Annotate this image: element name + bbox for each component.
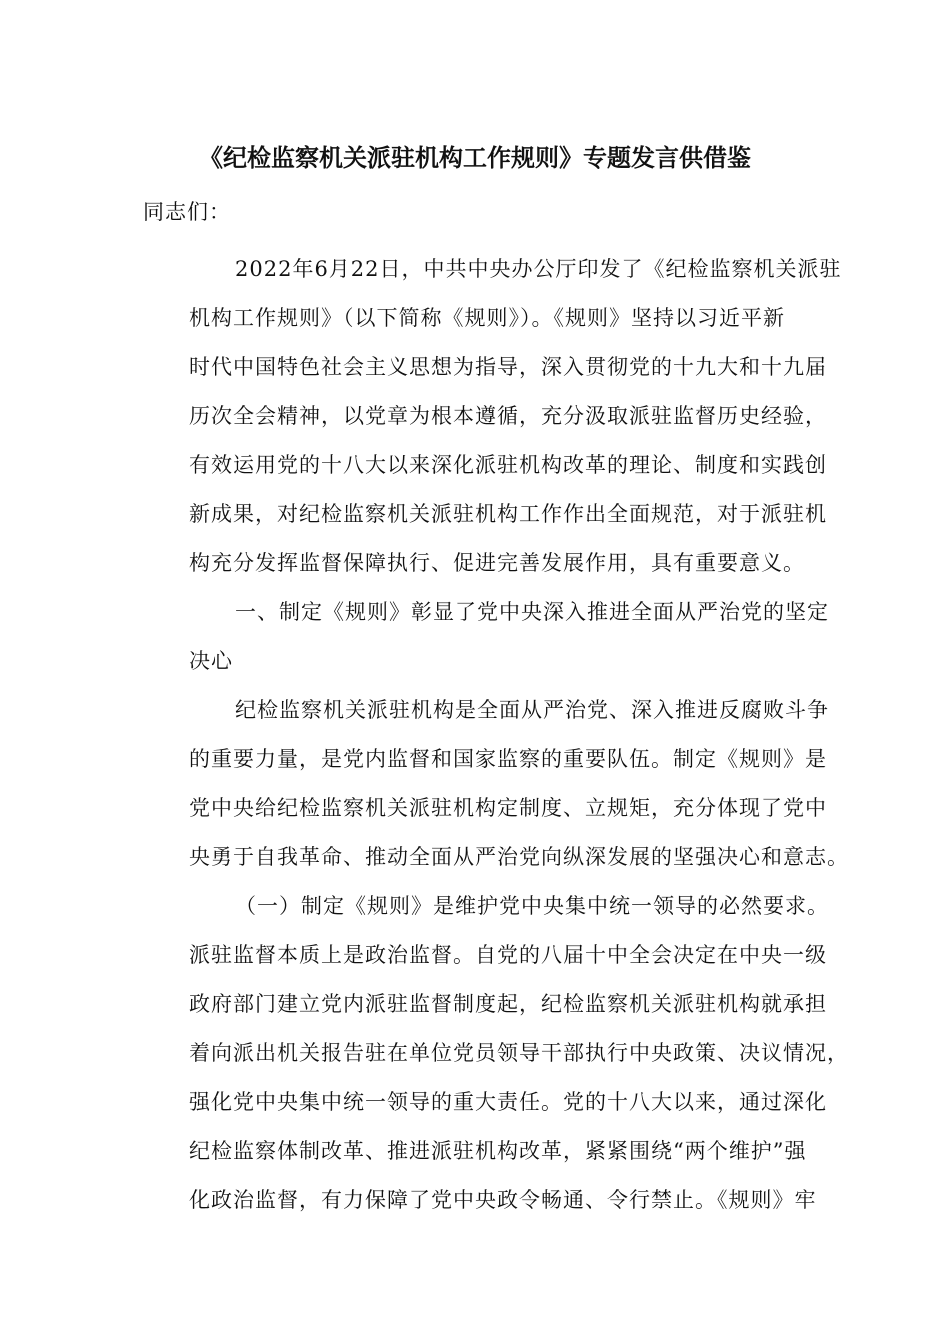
paragraph-line: 化政治监督，有力保障了党中央政令畅通、令行禁止。《规则》牢 bbox=[189, 1188, 817, 1212]
paragraph-line: 有效运用党的十八大以来深化派驻机构改革的理论、制度和实践创 bbox=[189, 453, 827, 477]
paragraph-line: 派驻监督本质上是政治监督。自党的八届十中全会决定在中央一级 bbox=[189, 943, 827, 967]
salutation: 同志们： bbox=[143, 200, 231, 224]
paragraph-line: 的重要力量，是党内监督和国家监察的重要队伍。制定《规则》是 bbox=[189, 747, 827, 771]
paragraph-line: 政府部门建立党内派驻监督制度起，纪检监察机关派驻机构就承担 bbox=[189, 992, 827, 1016]
paragraph-line: 强化党中央集中统一领导的重大责任。党的十八大以来，通过深化 bbox=[189, 1090, 827, 1114]
paragraph-line: 新成果，对纪检监察机关派驻机构工作作出全面规范，对于派驻机 bbox=[189, 502, 827, 526]
paragraph-section-1-body bbox=[143, 686, 849, 882]
document-title: 《纪检监察机关派驻机构工作规则》专题发言供借鉴 bbox=[199, 143, 751, 172]
paragraph-subsection-1 bbox=[143, 882, 849, 1225]
section-heading-1 bbox=[143, 588, 829, 686]
paragraph-line: 央勇于自我革命、推动全面从严治党向纵深发展的坚强决心和意志。 bbox=[189, 845, 849, 869]
paragraph-line: （一）制定《规则》是维护党中央集中统一领导的必然要求。 bbox=[235, 894, 829, 918]
paragraph-line: 2022年6月22日，中共中央办公厅印发了《纪检监察机关派驻 bbox=[235, 257, 842, 281]
paragraph-line: 机构工作规则》（以下简称《规则》）。《规则》坚持以习近平新 bbox=[189, 306, 785, 330]
paragraph-line: 历次全会精神，以党章为根本遵循，充分汲取派驻监督历史经验， bbox=[189, 404, 827, 428]
paragraph-line: 党中央给纪检监察机关派驻机构定制度、立规矩，充分体现了党中 bbox=[189, 796, 827, 820]
paragraph-intro bbox=[143, 245, 842, 588]
paragraph-line: 决心 bbox=[189, 649, 233, 673]
paragraph-line: 一、制定《规则》彰显了党中央深入推进全面从严治党的坚定 bbox=[235, 600, 829, 624]
paragraph-line: 纪检监察体制改革、推进派驻机构改革，紧紧围绕“两个维护”强 bbox=[189, 1139, 807, 1163]
paragraph-line: 着向派出机关报告驻在单位党员领导干部执行中央政策、决议情况， bbox=[189, 1041, 849, 1065]
paragraph-line: 纪检监察机关派驻机构是全面从严治党、深入推进反腐败斗争 bbox=[235, 698, 829, 722]
paragraph-line: 时代中国特色社会主义思想为指导，深入贯彻党的十九大和十九届 bbox=[189, 355, 827, 379]
paragraph-line: 构充分发挥监督保障执行、促进完善发展作用，具有重要意义。 bbox=[189, 551, 805, 575]
